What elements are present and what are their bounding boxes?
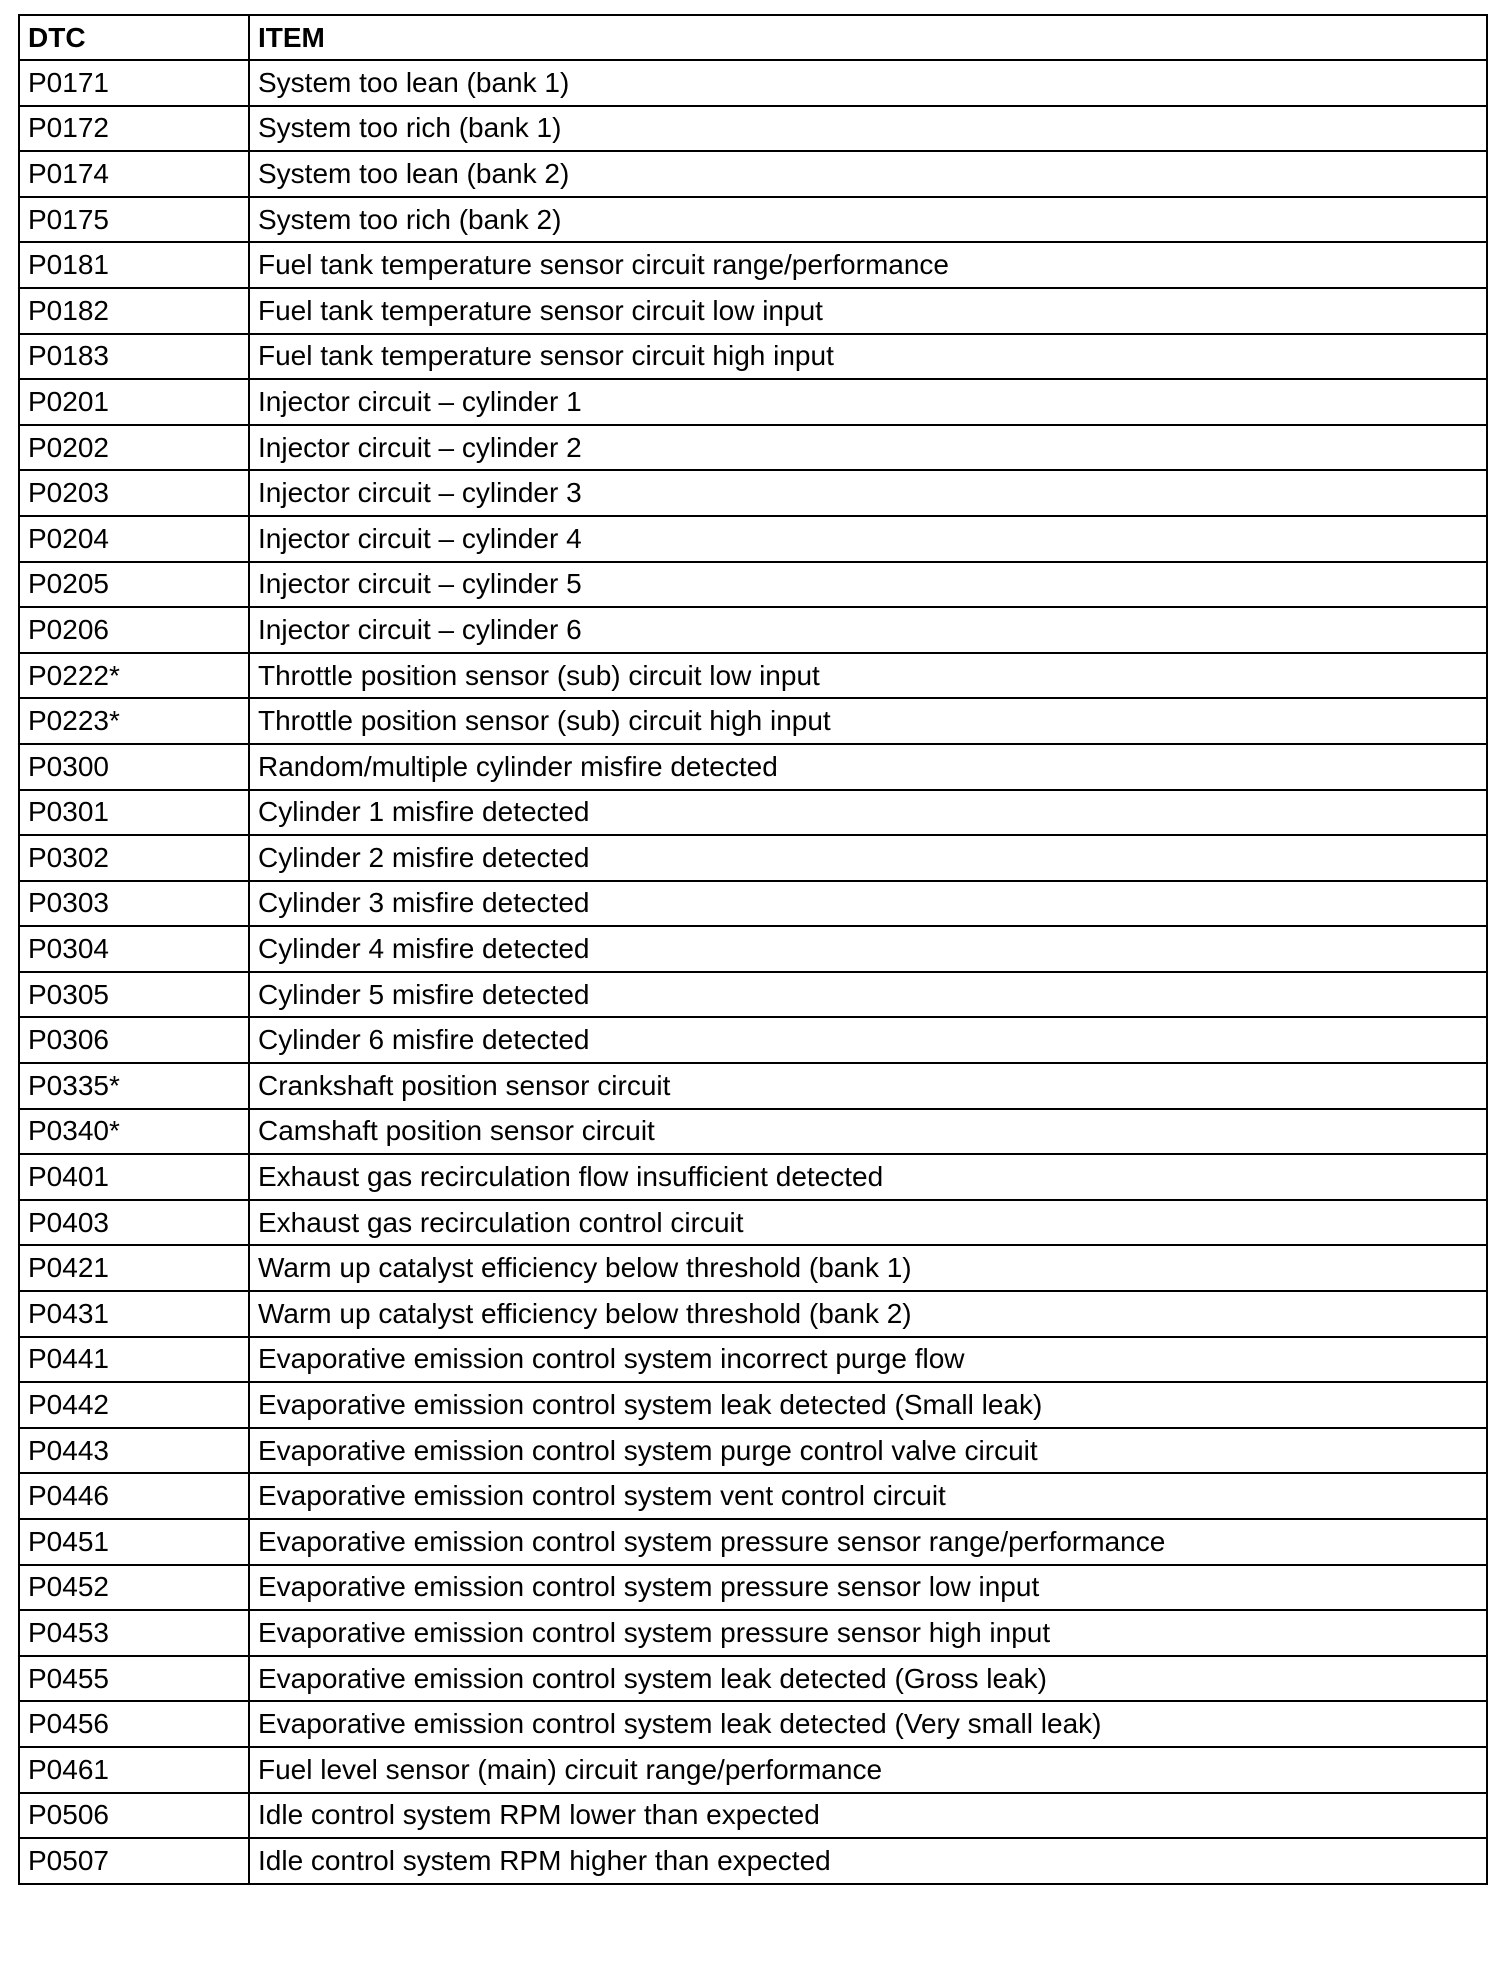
table-row xyxy=(19,288,1487,334)
table-row xyxy=(19,972,1487,1018)
dtc-item-cell: Cylinder 2 misfire detected xyxy=(249,835,1487,881)
table-row xyxy=(19,1793,1487,1839)
table-row xyxy=(19,562,1487,608)
table-row xyxy=(19,1063,1487,1109)
table-row xyxy=(19,516,1487,562)
table-row xyxy=(19,470,1487,516)
table-row xyxy=(19,1473,1487,1519)
dtc-code-cell: P0451 xyxy=(19,1519,249,1565)
dtc-code-cell: P0453 xyxy=(19,1610,249,1656)
dtc-item-cell: Random/multiple cylinder misfire detected xyxy=(249,744,1487,790)
dtc-item-cell: Throttle position sensor (sub) circuit low input xyxy=(249,653,1487,699)
dtc-code-cell: P0172 xyxy=(19,106,249,152)
dtc-code-cell: P0175 xyxy=(19,197,249,243)
dtc-code-cell: P0421 xyxy=(19,1245,249,1291)
dtc-code-cell: P0174 xyxy=(19,151,249,197)
dtc-code-cell: P0206 xyxy=(19,607,249,653)
dtc-code-cell: P0203 xyxy=(19,470,249,516)
dtc-code-cell: P0401 xyxy=(19,1154,249,1200)
table-row xyxy=(19,1337,1487,1383)
table-row xyxy=(19,835,1487,881)
dtc-item-cell: Cylinder 3 misfire detected xyxy=(249,881,1487,927)
dtc-item-cell: System too lean (bank 2) xyxy=(249,151,1487,197)
dtc-code-cell: P0182 xyxy=(19,288,249,334)
table-row xyxy=(19,334,1487,380)
dtc-item-cell: System too rich (bank 2) xyxy=(249,197,1487,243)
dtc-item-cell: Injector circuit – cylinder 3 xyxy=(249,470,1487,516)
table-row xyxy=(19,1428,1487,1474)
dtc-item-cell: Evaporative emission control system pressure sensor low input xyxy=(249,1565,1487,1611)
dtc-item-cell: Evaporative emission control system pressure sensor high input xyxy=(249,1610,1487,1656)
dtc-code-cell: P0205 xyxy=(19,562,249,608)
table-row xyxy=(19,60,1487,106)
dtc-item-cell: Injector circuit – cylinder 5 xyxy=(249,562,1487,608)
table-row xyxy=(19,1701,1487,1747)
dtc-item-cell: Evaporative emission control system leak detected (Small leak) xyxy=(249,1382,1487,1428)
dtc-code-cell: P0304 xyxy=(19,926,249,972)
header-dtc: DTC xyxy=(19,15,249,60)
dtc-item-cell: Fuel tank temperature sensor circuit low input xyxy=(249,288,1487,334)
dtc-item-cell: Injector circuit – cylinder 6 xyxy=(249,607,1487,653)
dtc-code-cell: P0303 xyxy=(19,881,249,927)
dtc-item-cell: Cylinder 1 misfire detected xyxy=(249,790,1487,836)
dtc-item-cell: Warm up catalyst efficiency below threshold (bank 2) xyxy=(249,1291,1487,1337)
dtc-item-cell: Throttle position sensor (sub) circuit high input xyxy=(249,698,1487,744)
dtc-item-cell: Evaporative emission control system leak detected (Very small leak) xyxy=(249,1701,1487,1747)
table-row xyxy=(19,106,1487,152)
dtc-code-cell: P0441 xyxy=(19,1337,249,1383)
dtc-item-cell: Warm up catalyst efficiency below threshold (bank 1) xyxy=(249,1245,1487,1291)
dtc-code-cell: P0431 xyxy=(19,1291,249,1337)
dtc-item-cell: Exhaust gas recirculation flow insufficient detected xyxy=(249,1154,1487,1200)
table-row xyxy=(19,1291,1487,1337)
dtc-code-cell: P0456 xyxy=(19,1701,249,1747)
dtc-code-cell: P0181 xyxy=(19,242,249,288)
table-row xyxy=(19,607,1487,653)
table-row xyxy=(19,790,1487,836)
dtc-item-cell: Idle control system RPM higher than expected xyxy=(249,1838,1487,1884)
dtc-code-cell: P0461 xyxy=(19,1747,249,1793)
table-row xyxy=(19,1245,1487,1291)
dtc-item-cell: Evaporative emission control system purge control valve circuit xyxy=(249,1428,1487,1474)
dtc-code-cell: P0300 xyxy=(19,744,249,790)
dtc-code-cell: P0223* xyxy=(19,698,249,744)
dtc-item-cell: Camshaft position sensor circuit xyxy=(249,1109,1487,1155)
dtc-code-cell: P0403 xyxy=(19,1200,249,1246)
dtc-code-cell: P0305 xyxy=(19,972,249,1018)
dtc-code-cell: P0201 xyxy=(19,379,249,425)
dtc-code-cell: P0340* xyxy=(19,1109,249,1155)
table-row xyxy=(19,1610,1487,1656)
dtc-table xyxy=(18,14,1488,1885)
dtc-item-cell: Evaporative emission control system leak detected (Gross leak) xyxy=(249,1656,1487,1702)
dtc-item-cell: Idle control system RPM lower than expected xyxy=(249,1793,1487,1839)
dtc-item-cell: Crankshaft position sensor circuit xyxy=(249,1063,1487,1109)
dtc-item-cell: Evaporative emission control system pressure sensor range/performance xyxy=(249,1519,1487,1565)
table-header-row xyxy=(19,15,1487,60)
dtc-code-cell: P0204 xyxy=(19,516,249,562)
table-row xyxy=(19,425,1487,471)
dtc-code-cell: P0442 xyxy=(19,1382,249,1428)
dtc-code-cell: P0171 xyxy=(19,60,249,106)
table-row xyxy=(19,1017,1487,1063)
dtc-code-cell: P0222* xyxy=(19,653,249,699)
dtc-code-cell: P0335* xyxy=(19,1063,249,1109)
table-row xyxy=(19,379,1487,425)
dtc-code-cell: P0443 xyxy=(19,1428,249,1474)
table-row xyxy=(19,698,1487,744)
table-row xyxy=(19,1565,1487,1611)
dtc-code-cell: P0302 xyxy=(19,835,249,881)
table-row xyxy=(19,151,1487,197)
table-row xyxy=(19,197,1487,243)
dtc-item-cell: Fuel tank temperature sensor circuit high input xyxy=(249,334,1487,380)
dtc-code-cell: P0183 xyxy=(19,334,249,380)
dtc-item-cell: Injector circuit – cylinder 4 xyxy=(249,516,1487,562)
table-row xyxy=(19,881,1487,927)
dtc-code-cell: P0507 xyxy=(19,1838,249,1884)
table-row xyxy=(19,1838,1487,1884)
dtc-item-cell: System too lean (bank 1) xyxy=(249,60,1487,106)
dtc-item-cell: Injector circuit – cylinder 2 xyxy=(249,425,1487,471)
table-row xyxy=(19,1656,1487,1702)
dtc-item-cell: Injector circuit – cylinder 1 xyxy=(249,379,1487,425)
dtc-item-cell: Evaporative emission control system vent control circuit xyxy=(249,1473,1487,1519)
dtc-item-cell: Evaporative emission control system incorrect purge flow xyxy=(249,1337,1487,1383)
table-row xyxy=(19,744,1487,790)
table-row xyxy=(19,926,1487,972)
dtc-code-cell: P0202 xyxy=(19,425,249,471)
dtc-item-cell: Exhaust gas recirculation control circuit xyxy=(249,1200,1487,1246)
dtc-code-cell: P0506 xyxy=(19,1793,249,1839)
table-row xyxy=(19,1109,1487,1155)
dtc-item-cell: System too rich (bank 1) xyxy=(249,106,1487,152)
dtc-item-cell: Fuel level sensor (main) circuit range/performance xyxy=(249,1747,1487,1793)
table-row xyxy=(19,1154,1487,1200)
dtc-code-cell: P0446 xyxy=(19,1473,249,1519)
dtc-code-cell: P0452 xyxy=(19,1565,249,1611)
table-row xyxy=(19,1200,1487,1246)
dtc-item-cell: Cylinder 6 misfire detected xyxy=(249,1017,1487,1063)
dtc-item-cell: Cylinder 4 misfire detected xyxy=(249,926,1487,972)
table-row xyxy=(19,1519,1487,1565)
dtc-code-cell: P0306 xyxy=(19,1017,249,1063)
dtc-code-cell: P0455 xyxy=(19,1656,249,1702)
table-row xyxy=(19,242,1487,288)
dtc-item-cell: Fuel tank temperature sensor circuit range/performance xyxy=(249,242,1487,288)
dtc-item-cell: Cylinder 5 misfire detected xyxy=(249,972,1487,1018)
table-row xyxy=(19,1382,1487,1428)
table-body xyxy=(19,60,1487,1884)
table-row xyxy=(19,1747,1487,1793)
table-row xyxy=(19,653,1487,699)
dtc-code-cell: P0301 xyxy=(19,790,249,836)
header-item: ITEM xyxy=(249,15,1487,60)
